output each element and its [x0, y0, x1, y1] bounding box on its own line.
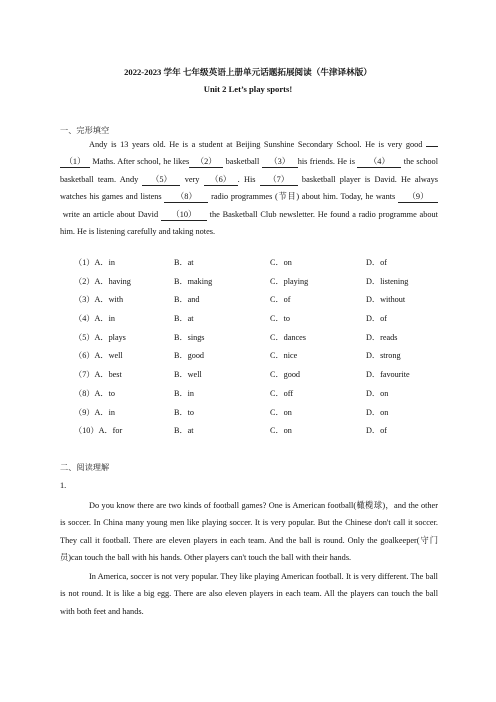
option-row [74, 257, 454, 276]
section-heading-reading: 二、阅读理解 [60, 462, 110, 472]
option-c: C．playing [270, 276, 309, 286]
blank-9: （9） [398, 192, 438, 203]
blank-1: （1） [60, 157, 90, 168]
option-a: （8）A．to [74, 388, 115, 398]
option-c: C．on [270, 258, 292, 267]
option-a: （1）A．in [74, 258, 115, 267]
option-a: （4）A．in [74, 314, 115, 324]
option-c: C．on [270, 407, 292, 417]
option-b: B．at [174, 258, 194, 267]
passage-text: the school basketball team. Andy [60, 157, 439, 184]
option-c: C．good [270, 370, 301, 380]
blank-2: （2） [189, 157, 223, 168]
blank-3: （3） [262, 157, 298, 168]
option-b: B．good [174, 351, 205, 361]
option-d: D．on [366, 388, 389, 398]
option-d: D．favourite [366, 370, 410, 380]
option-d: D．reads [366, 332, 398, 342]
passage-text: Andy is 13 years old. He is a student at Beijing Sunshine Secondary School. He is very good [89, 140, 423, 149]
option-row [74, 294, 454, 313]
passage-text: the Basketball Club newsletter. He found a radio programme about him. He is listening carefully and taking notes. [60, 209, 438, 237]
passage-text: radio programmes (节目) about him. Today, he wants [211, 192, 396, 202]
option-b: B．at [174, 314, 194, 324]
option-c: C．dances [270, 332, 306, 342]
passage-text: basketball player is David. He always watches his games and listens [60, 174, 438, 202]
option-a: （6）A．well [74, 351, 123, 361]
blank-5: （5） [142, 175, 180, 186]
option-c: C．off [270, 388, 294, 398]
reading-paragraph-2: In America, soccer is not very popular. They like playing American football. It is very different. The ball is not round. It is like a big egg. There are also eleven players in each team. All the players can touch the ball with both feet and hands. [60, 572, 438, 616]
option-d: D．on [366, 407, 389, 417]
blank-4: （4） [357, 157, 401, 168]
option-a: （7）A．best [74, 370, 122, 380]
passage-text: Maths. After school, he likes [92, 157, 190, 167]
option-row [74, 425, 454, 444]
option-d: D．of [366, 258, 387, 267]
passage-text: write an article about David [62, 209, 159, 219]
blank-7: （7） [260, 175, 298, 186]
option-d: D．strong [366, 351, 401, 361]
passage-text: very [184, 174, 200, 184]
option-row [74, 407, 454, 426]
option-d: D．without [366, 295, 406, 305]
blank-6: （6） [204, 175, 238, 186]
option-d: D．of [366, 314, 387, 324]
passage-text: basketball [225, 157, 260, 167]
option-d: D．listening [366, 276, 409, 286]
option-c: C．nice [270, 351, 298, 361]
passage-text: . His [237, 174, 256, 184]
option-c: C．of [270, 295, 291, 305]
option-a: （3）A．with [74, 295, 124, 305]
option-a: （10）A．for [74, 426, 123, 436]
option-b: B．at [174, 426, 194, 436]
section-heading-cloze: 一、完形填空 [60, 125, 110, 135]
document-title: 2022-2023 学年 七年级英语上册单元话题拓展阅读（牛津译林版） [124, 67, 372, 77]
option-row [74, 388, 454, 407]
option-row [74, 369, 454, 388]
reading-paragraph-1: Do you know there are two kinds of football games? One is American football(橄榄球)，and the other is soccer. In China many young men like playing soccer. It is very popular. But the Chinese don't call it soccer. They call it football. There are eleven players in each team. And the ball is round. Only the goalkeeper(守门员)can touch the ball with his hands. Other players can't touch the ball with their hands. [60, 501, 438, 563]
option-b: B．to [174, 407, 195, 417]
option-b: B．well [174, 370, 202, 380]
option-b: B．sings [174, 332, 205, 342]
blank-10: （10） [161, 210, 207, 221]
blank-1-line [426, 146, 438, 147]
option-row [74, 332, 454, 351]
blank-8: （8） [164, 192, 208, 203]
passage-text: his friends. He is [297, 157, 355, 167]
option-d: D．of [366, 426, 387, 436]
option-c: C．to [270, 314, 291, 324]
option-b: B．making [174, 276, 213, 286]
question-number: 1. [60, 481, 67, 490]
option-row [74, 313, 454, 332]
unit-title: Unit 2 Let’s play sports! [203, 84, 293, 94]
option-b: B．and [174, 295, 200, 305]
option-row [74, 350, 454, 369]
option-row [74, 276, 454, 295]
option-a: （2）A．having [74, 276, 131, 286]
option-a: （9）A．in [74, 407, 115, 417]
option-b: B．in [174, 388, 195, 398]
cloze-passage [60, 136, 438, 240]
options-list [74, 257, 454, 444]
option-c: C．on [270, 426, 292, 436]
option-a: （5）A．plays [74, 332, 126, 342]
